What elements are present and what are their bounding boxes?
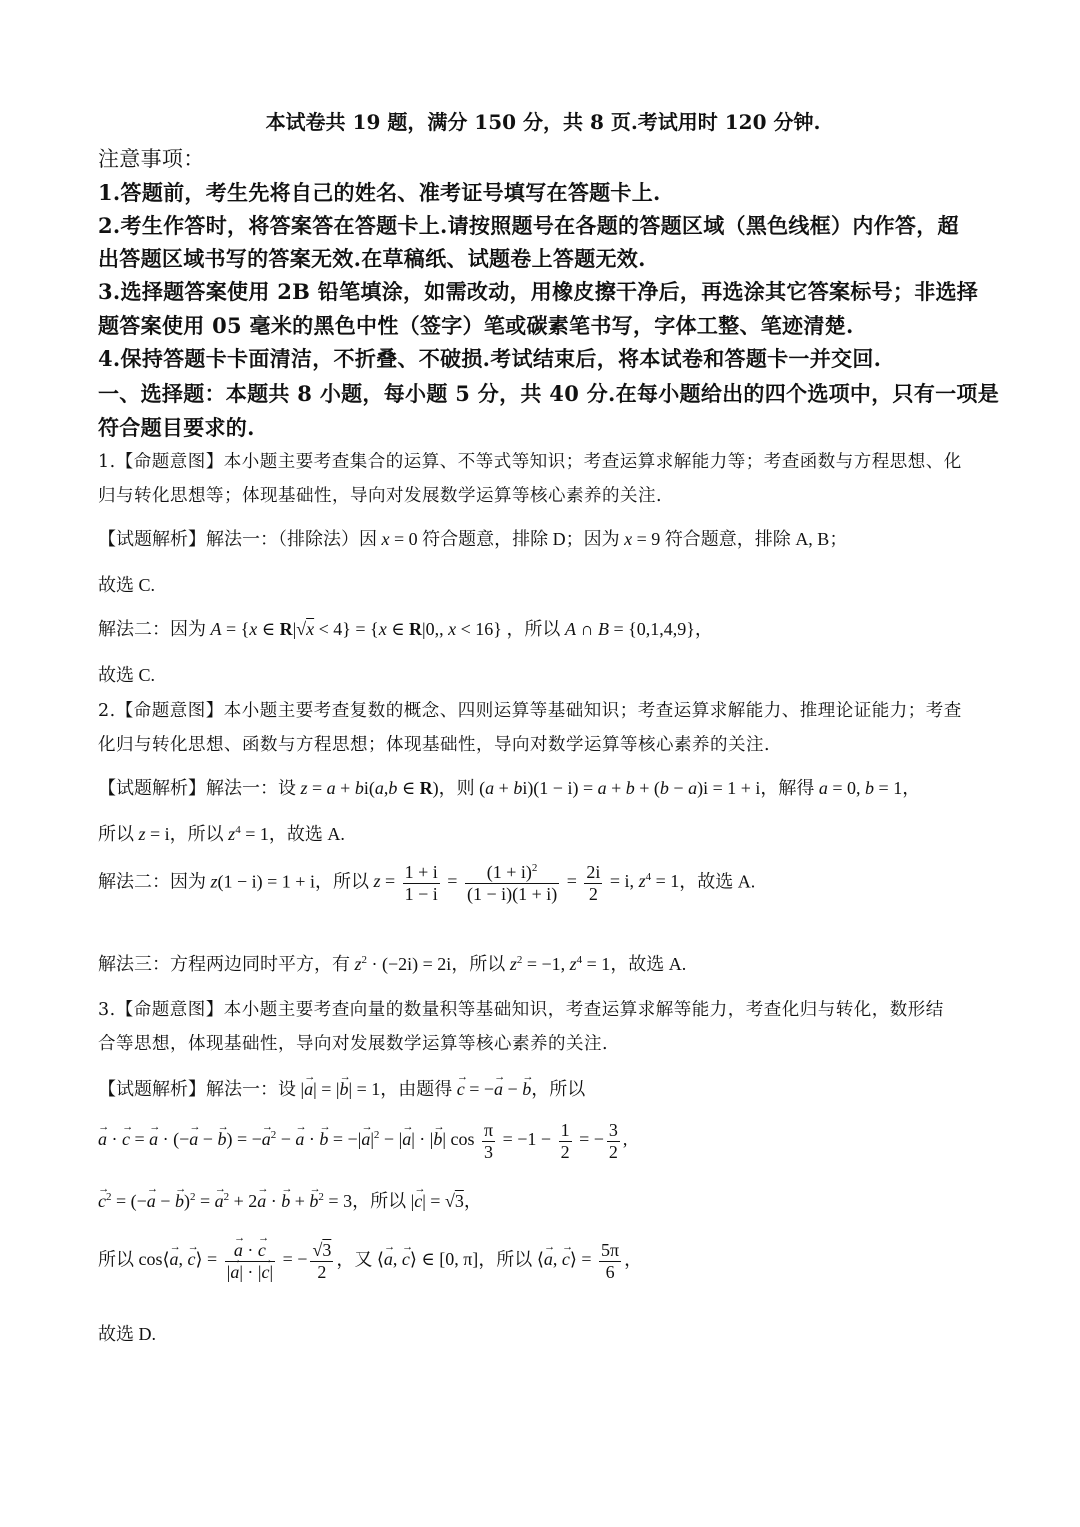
q2-intent-line2: 化归与转化思想、函数与方程思想；体现基础性，导向对数学运算等核心素养的关注.: [98, 735, 771, 755]
q1-solution-1: 【试题解析】解法一：（排除法）因 x = 0 符合题意，排除 D；因为 x = 9 符合题意，排除 A, B；: [98, 529, 848, 549]
q3-intent-line2: 合等思想，体现基础性，导向对发展数学运算等核心素养的关注.: [98, 1034, 609, 1054]
math: A, B: [795, 529, 830, 549]
math: $z^2 = -1$, $z^4 = 1$: [509, 954, 611, 974]
notice-item-4: 4.保持答题卡卡面清洁，不折叠、不破损.考试结束后，将本试卷和答题卡一并交回.: [98, 346, 882, 371]
q1-conclusion-1: 故选 C.: [98, 575, 156, 595]
q3-derivation-2: → $c^2$ = (−→ a − → b)$^2$ = → $a^2 + 2\to a$ · → b + → $b^2 = 3$，所以 |→ c| = √3，: [98, 1187, 482, 1213]
math: z = i: [138, 824, 170, 844]
math: → a · → c = → a · (−→ a − → b) = −→ $a^2$ − → a · → b = −|→ $a|^2$ − |→ a| · |→ b| cos $\frac{\pi}{3}$ = −1 − $\frac{1}{2}$ = − $\frac{3}{2}$ ,: [98, 1129, 627, 1149]
math: ⟨→ a, → c⟩ ∈ [0, π]: [377, 1249, 478, 1269]
math: z(1 − i) = 1 + i: [210, 871, 315, 892]
math: |→ a| = |→ b| = 1: [301, 1079, 381, 1099]
section-heading-line2: 符合题目要求的.: [98, 415, 255, 440]
math: → $c^2$ = (−→ a − → b)$^2$ = → $a^2 + 2\to a$ · → b + → $b^2 = 3$: [98, 1191, 352, 1211]
q2-solution-1b: 所以 z = i，所以 $z^4 = 1$，故选 A.: [98, 824, 345, 844]
math: z = $\frac{1 + i}{1 - i}$ = $\frac{(1 + i)^2}{(1 - i)(1 + i)}$ = $\frac{2i}{2}$ = i, $z^4 = 1$: [373, 862, 680, 904]
q1-solution-2: 解法二：因为 A = {x ∈ R|√x < 4} = {x ∈ R|0,, x < 16} ，所以 A ∩ B = {0,1,4,9}，: [98, 619, 713, 639]
math: a = 0, b = 1: [818, 778, 903, 798]
notice-item-1: 1.答题前，考生先将自己的姓名、准考证号填写在答题卡上.: [98, 180, 661, 205]
math: ⟨→ a, → c⟩ = $\frac{5\pi}{6}$: [537, 1249, 624, 1269]
exam-header: 本试卷共 19 题，满分 150 分，共 8 页.考试用时 120 分钟.: [265, 110, 821, 134]
math: (a + bi)(1 − i) = a + b + (b − a)i = 1 + i: [479, 778, 761, 798]
q1-conclusion-2: 故选 C.: [98, 665, 156, 685]
math: → c = −→ a − → b: [457, 1079, 531, 1099]
notice-item-3a: 3.选择题答案使用 2B 铅笔填涂，如需改动，用橡皮擦干净后，再选涂其它答案标号；非选择: [98, 279, 979, 304]
notice-item-3b: 题答案使用 05 毫米的黑色中性（签字）笔或碳素笔书写，字体工整、笔迹清楚.: [98, 313, 854, 338]
math: A ∩ B = {0,1,4,9}: [564, 619, 695, 639]
section-heading-line1: 一、选择题：本题共 8 小题，每小题 5 分，共 40 分.在每小题给出的四个选项中，只有一项是: [98, 381, 1000, 406]
q3-intent-line1: 3.【命题意图】本小题主要考查向量的数量积等基础知识，考查运算求解等能力，考查化归与转化，数形结: [98, 1000, 944, 1020]
math: $z^2 \cdot (-2i) = 2i$: [354, 954, 452, 974]
q2-intent-line1: 2.【命题意图】本小题主要考查复数的概念、四则运算等基础知识；考查运算求解能力、推理论证能力；考查: [98, 701, 962, 721]
q2-solution-1: 【试题解析】解法一：设 z = a + bi(a,b ∈ R)，则 (a + bi)(1 − i) = a + b + (b − a)i = 1 + i，解得 a = 0, b = 1，: [98, 778, 921, 798]
q1-intent-line2: 归与转化思想等；体现基础性，导向对发展数学运算等核心素养的关注.: [98, 486, 663, 506]
q2-solution-2: 解法二：因为 z(1 − i) = 1 + i，所以 z = $\frac{1 + i}{1 - i}$ = $\frac{(1 + i)^2}{(1 - i)(1 + i)}$ = $\frac{2i}{2}$ = i, $z^4 = 1$，故选 A.: [98, 862, 756, 904]
q1-intent-line1: 1.【命题意图】本小题主要考查集合的运算、不等式等知识；考查运算求解能力等；考查函数与方程思想、化: [98, 452, 962, 472]
q3-solution-1: 【试题解析】解法一：设 |→ a| = |→ b| = 1，由题得 → c = −→ a − → b，所以: [98, 1075, 585, 1101]
math: cos⟨→ a, → c⟩ = → $\frac{a \cdot \to c}{|\to a| \cdot |\to c|}$ = − $\frac{√3}{2}$: [139, 1249, 337, 1269]
math: x = 0: [381, 529, 418, 549]
q3-derivation-3: 所以 cos⟨→ a, → c⟩ = → $\frac{a \cdot \to c}{|\to a| \cdot |\to c|}$ = − $\frac{√3}{2}$ ，又 ⟨→ a, → c⟩ ∈ [0, π]，所以 ⟨→ a, → c⟩ = $\frac{5\pi}{6}$ ，: [98, 1240, 642, 1282]
q2-solution-3: 解法三：方程两边同时平方，有 $z^2 \cdot (-2i) = 2i$，所以 $z^2 = -1$, $z^4 = 1$，故选 A.: [98, 954, 687, 974]
notice-item-2b: 出答题区域书写的答案无效.在草稿纸、试题卷上答题无效.: [98, 246, 646, 271]
math: |→ c| = √3: [411, 1191, 464, 1211]
notice-item-2a: 2.考生作答时，将答案答在答题卡上.请按照题号在各题的答题区域（黑色线框）内作答，超: [98, 213, 959, 238]
math: z = a + bi(a,b ∈ R): [300, 778, 439, 798]
q3-conclusion: 故选 D.: [98, 1324, 156, 1344]
q3-derivation-1: [98, 1120, 627, 1162]
math: $z^4 = 1$: [228, 824, 269, 844]
notice-title: 注意事项：: [98, 147, 205, 171]
math: A = {x ∈ R|√x < 4} = {x ∈ R|0,, x < 16}: [210, 619, 502, 639]
math: x = 9: [624, 529, 661, 549]
